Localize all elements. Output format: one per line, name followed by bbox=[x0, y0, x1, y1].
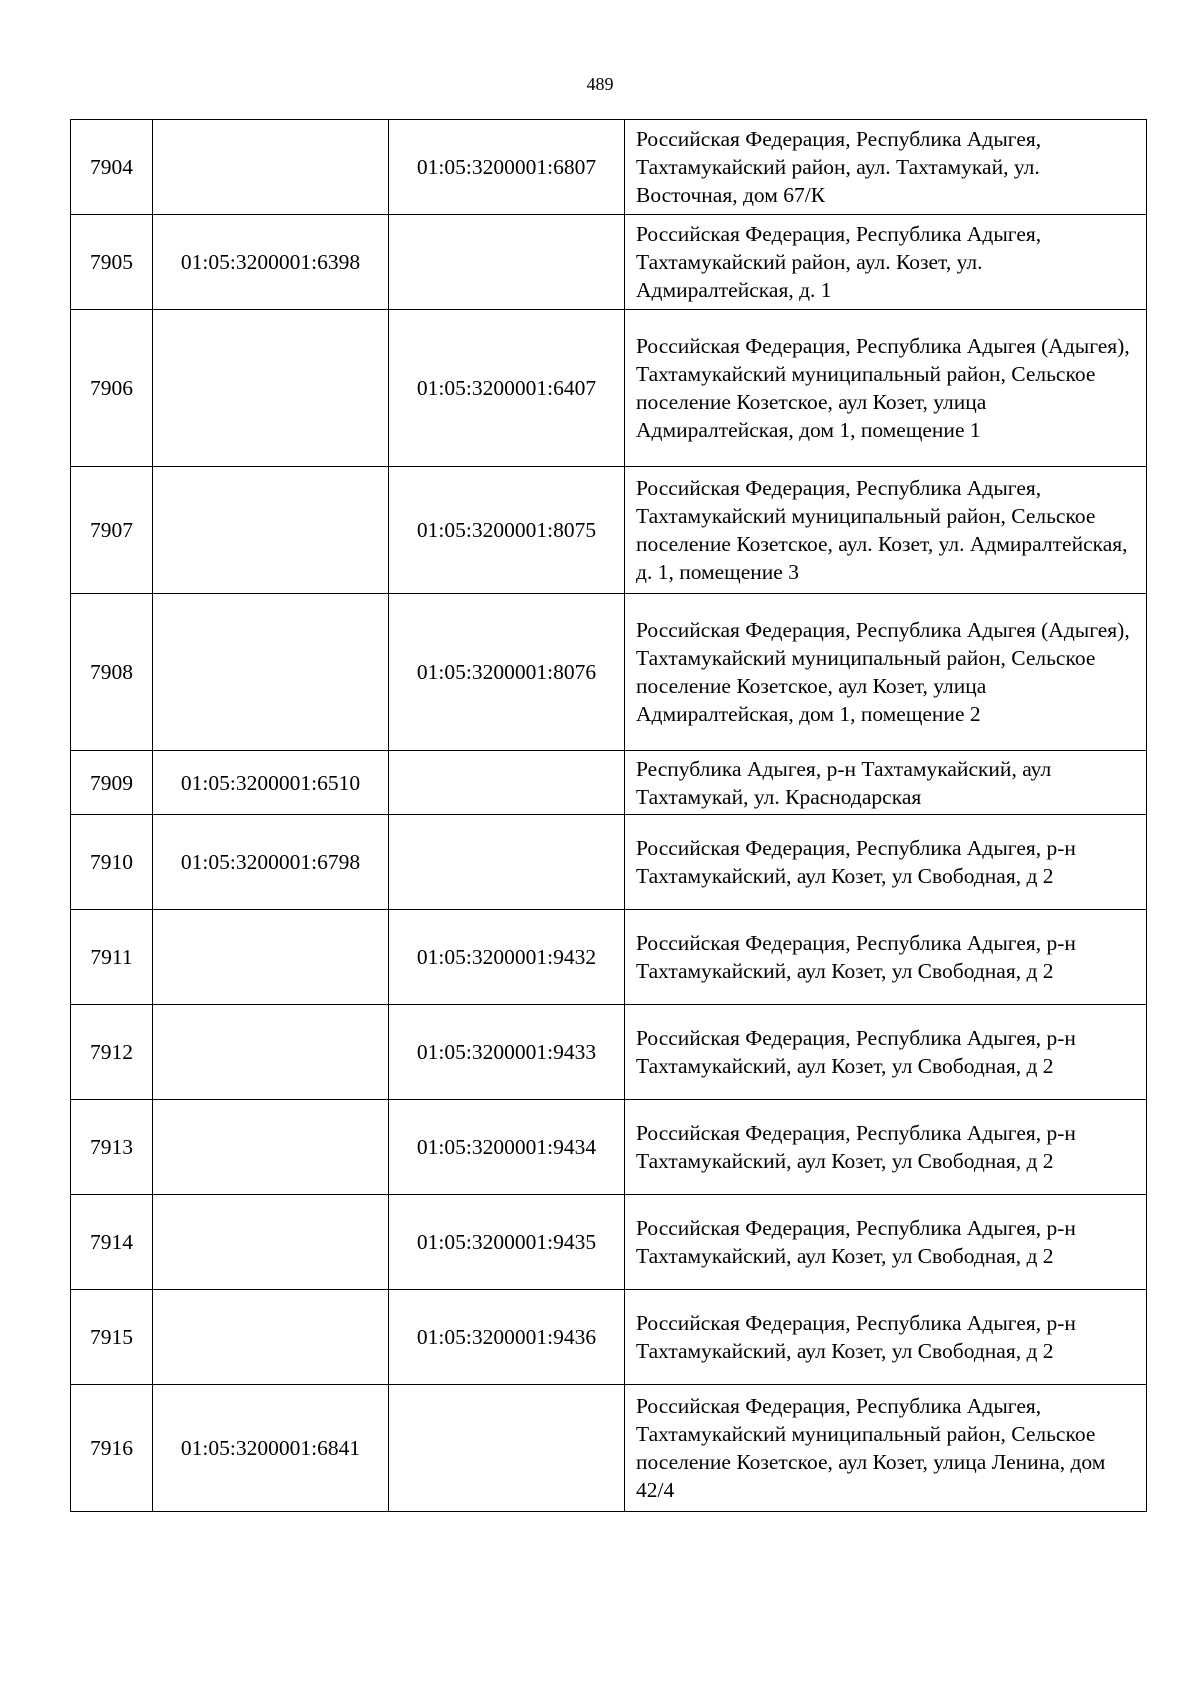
building-cadastral-number: 01:05:3200001:8075 bbox=[389, 467, 625, 594]
building-cadastral-number: 01:05:3200001:9436 bbox=[389, 1290, 625, 1385]
row-number: 7915 bbox=[71, 1290, 153, 1385]
page-number: 489 bbox=[586, 74, 614, 94]
building-cadastral-number: 01:05:3200001:6807 bbox=[389, 120, 625, 215]
address: Российская Федерация, Республика Адыгея, р-н Тахтамукайский, аул Козет, ул Свободная, д 2 bbox=[625, 910, 1147, 1005]
address: Российская Федерация, Республика Адыгея, Тахтамукайский район, аул. Козет, ул. Адмиралтейская, д. 1 bbox=[625, 215, 1147, 310]
address: Российская Федерация, Республика Адыгея, Тахтамукайский район, аул. Тахтамукай, ул. Восточная, дом 67/К bbox=[625, 120, 1147, 215]
address: Российская Федерация, Республика Адыгея, р-н Тахтамукайский, аул Козет, ул Свободная, д 2 bbox=[625, 1195, 1147, 1290]
table-row bbox=[71, 1290, 1147, 1385]
address: Российская Федерация, Республика Адыгея, р-н Тахтамукайский, аул Козет, ул Свободная, д 2 bbox=[625, 1100, 1147, 1195]
address: Российская Федерация, Республика Адыгея (Адыгея), Тахтамукайский муниципальный район, Сельское поселение Козетское, аул Козет, улица Адмиралтейская, дом 1, помещение 1 bbox=[625, 310, 1147, 467]
row-number: 7904 bbox=[71, 120, 153, 215]
building-cadastral-number: 01:05:3200001:9435 bbox=[389, 1195, 625, 1290]
row-number: 7914 bbox=[71, 1195, 153, 1290]
land-cadastral-number bbox=[153, 467, 389, 594]
land-cadastral-number: 01:05:3200001:6510 bbox=[153, 751, 389, 815]
table-row bbox=[71, 467, 1147, 594]
address: Российская Федерация, Республика Адыгея, р-н Тахтамукайский, аул Козет, ул Свободная, д 2 bbox=[625, 815, 1147, 910]
table-row bbox=[71, 215, 1147, 310]
table-row bbox=[71, 1385, 1147, 1512]
land-cadastral-number: 01:05:3200001:6841 bbox=[153, 1385, 389, 1512]
table-row bbox=[71, 1195, 1147, 1290]
row-number: 7912 bbox=[71, 1005, 153, 1100]
building-cadastral-number: 01:05:3200001:9432 bbox=[389, 910, 625, 1005]
registry-table bbox=[70, 119, 1147, 1512]
land-cadastral-number bbox=[153, 1100, 389, 1195]
address: Российская Федерация, Республика Адыгея, р-н Тахтамукайский, аул Козет, ул Свободная, д 2 bbox=[625, 1005, 1147, 1100]
land-cadastral-number bbox=[153, 1290, 389, 1385]
row-number: 7909 bbox=[71, 751, 153, 815]
row-number: 7911 bbox=[71, 910, 153, 1005]
row-number: 7905 bbox=[71, 215, 153, 310]
table-row bbox=[71, 310, 1147, 467]
row-number: 7907 bbox=[71, 467, 153, 594]
row-number: 7908 bbox=[71, 594, 153, 751]
address: Республика Адыгея, р-н Тахтамукайский, аул Тахтамукай, ул. Краснодарская bbox=[625, 751, 1147, 815]
table-row bbox=[71, 1005, 1147, 1100]
land-cadastral-number bbox=[153, 1005, 389, 1100]
building-cadastral-number bbox=[389, 1385, 625, 1512]
building-cadastral-number bbox=[389, 815, 625, 910]
land-cadastral-number: 01:05:3200001:6398 bbox=[153, 215, 389, 310]
table-row bbox=[71, 594, 1147, 751]
land-cadastral-number bbox=[153, 1195, 389, 1290]
building-cadastral-number: 01:05:3200001:8076 bbox=[389, 594, 625, 751]
address: Российская Федерация, Республика Адыгея (Адыгея), Тахтамукайский муниципальный район, Сельское поселение Козетское, аул Козет, улица Адмиралтейская, дом 1, помещение 2 bbox=[625, 594, 1147, 751]
land-cadastral-number bbox=[153, 310, 389, 467]
land-cadastral-number bbox=[153, 910, 389, 1005]
land-cadastral-number: 01:05:3200001:6798 bbox=[153, 815, 389, 910]
row-number: 7913 bbox=[71, 1100, 153, 1195]
table-row bbox=[71, 1100, 1147, 1195]
building-cadastral-number: 01:05:3200001:6407 bbox=[389, 310, 625, 467]
address: Российская Федерация, Республика Адыгея, Тахтамукайский муниципальный район, Сельское поселение Козетское, аул Козет, улица Ленина, дом 42/4 bbox=[625, 1385, 1147, 1512]
row-number: 7910 bbox=[71, 815, 153, 910]
land-cadastral-number bbox=[153, 120, 389, 215]
table-row bbox=[71, 815, 1147, 910]
building-cadastral-number: 01:05:3200001:9434 bbox=[389, 1100, 625, 1195]
building-cadastral-number: 01:05:3200001:9433 bbox=[389, 1005, 625, 1100]
address: Российская Федерация, Республика Адыгея, Тахтамукайский муниципальный район, Сельское поселение Козетское, аул. Козет, ул. Адмиралтейская, д. 1, помещение 3 bbox=[625, 467, 1147, 594]
land-cadastral-number bbox=[153, 594, 389, 751]
table-row bbox=[71, 910, 1147, 1005]
row-number: 7916 bbox=[71, 1385, 153, 1512]
row-number: 7906 bbox=[71, 310, 153, 467]
building-cadastral-number bbox=[389, 215, 625, 310]
table-row bbox=[71, 120, 1147, 215]
building-cadastral-number bbox=[389, 751, 625, 815]
address: Российская Федерация, Республика Адыгея, р-н Тахтамукайский, аул Козет, ул Свободная, д 2 bbox=[625, 1290, 1147, 1385]
table-row bbox=[71, 751, 1147, 815]
